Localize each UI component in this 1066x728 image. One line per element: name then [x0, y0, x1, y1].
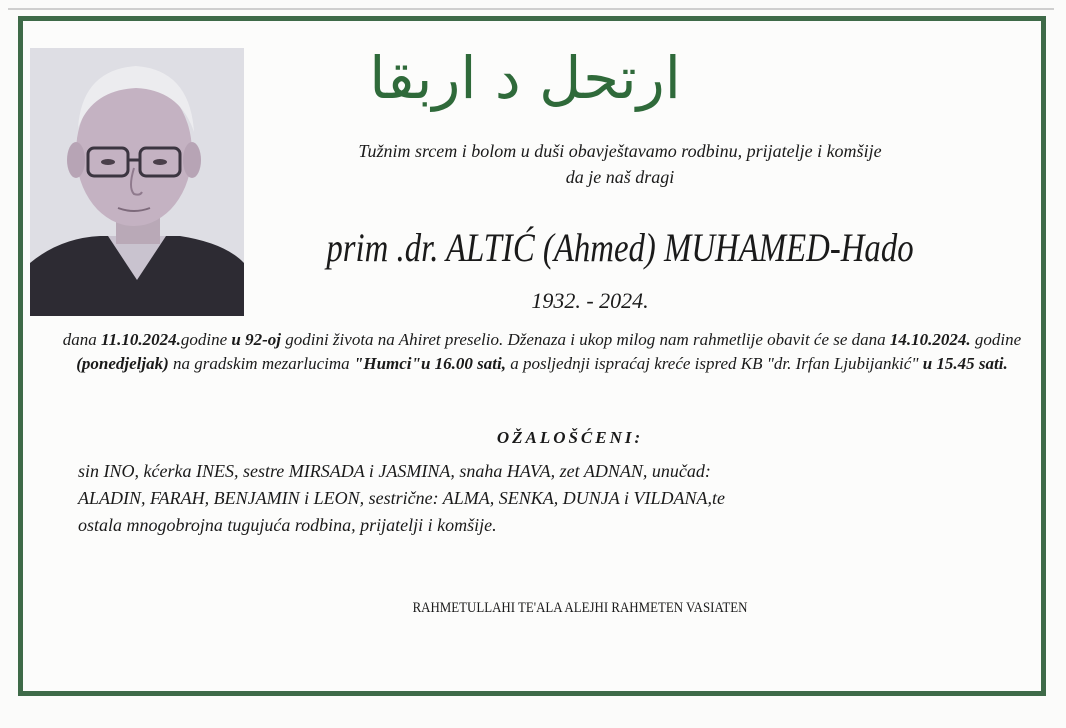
body-part-1: dana [62, 330, 102, 349]
mourners-line-1: sin INO, kćerka INES, sestre MIRSADA i JASMINA, snaha HAVA, zet ADNAN, unučad: [78, 461, 711, 481]
cemetery-time: "Humci"u 16.00 sati, [353, 354, 506, 373]
weekday: (ponedjeljak) [76, 354, 169, 373]
body-part-2: godine [180, 330, 232, 349]
top-rule [8, 8, 1054, 10]
calligraphy-text: ارتحل د اربقا [369, 44, 681, 112]
mourners-title: OŽALOŠĆENI: [496, 428, 644, 447]
death-date: 11.10.2024. [101, 330, 181, 349]
body-part-5: na gradskim mezarlucima [168, 354, 354, 373]
funeral-details [52, 328, 1032, 376]
body-part-3: godini života na Ahiret preselio. Dženaza i ukop milog nam rahmetlije obavit će se dana [280, 330, 890, 349]
mourners-list [78, 458, 998, 539]
intro-line-1: Tužnim srcem i bolom u duši obavještavamo rodbinu, prijatelje i komšije [358, 141, 882, 161]
deceased-name: prim .dr. ALTIĆ (Ahmed) MUHAMED-Hado [326, 225, 914, 270]
mourners-line-2: ALADIN, FARAH, BENJAMIN i LEON, sestrične: ALMA, SENKA, DUNJA i VILDANA,te [78, 488, 725, 508]
funeral-date: 14.10.2024. [889, 330, 971, 349]
portrait-photo [30, 48, 244, 316]
life-years: 1932. - 2024. [531, 288, 649, 313]
intro-text [240, 138, 1000, 190]
farewell-time: u 15.45 sati. [922, 354, 1008, 373]
closing-prayer: RAHMETULLAHI TE'ALA ALEJHI RAHMETEN VASIATEN [412, 600, 748, 616]
arabic-calligraphy-icon [369, 28, 681, 124]
body-part-4: godine [970, 330, 1022, 349]
age: u 92-oj [231, 330, 281, 349]
mourners-line-3: ostala mnogobrojna tugujuća rodbina, prijatelji i komšije. [78, 515, 497, 535]
body-part-6: a posljednji ispraćaj kreće ispred KB "dr. Irfan Ljubijankić" [505, 354, 923, 373]
intro-line-2: da je naš dragi [565, 167, 675, 187]
